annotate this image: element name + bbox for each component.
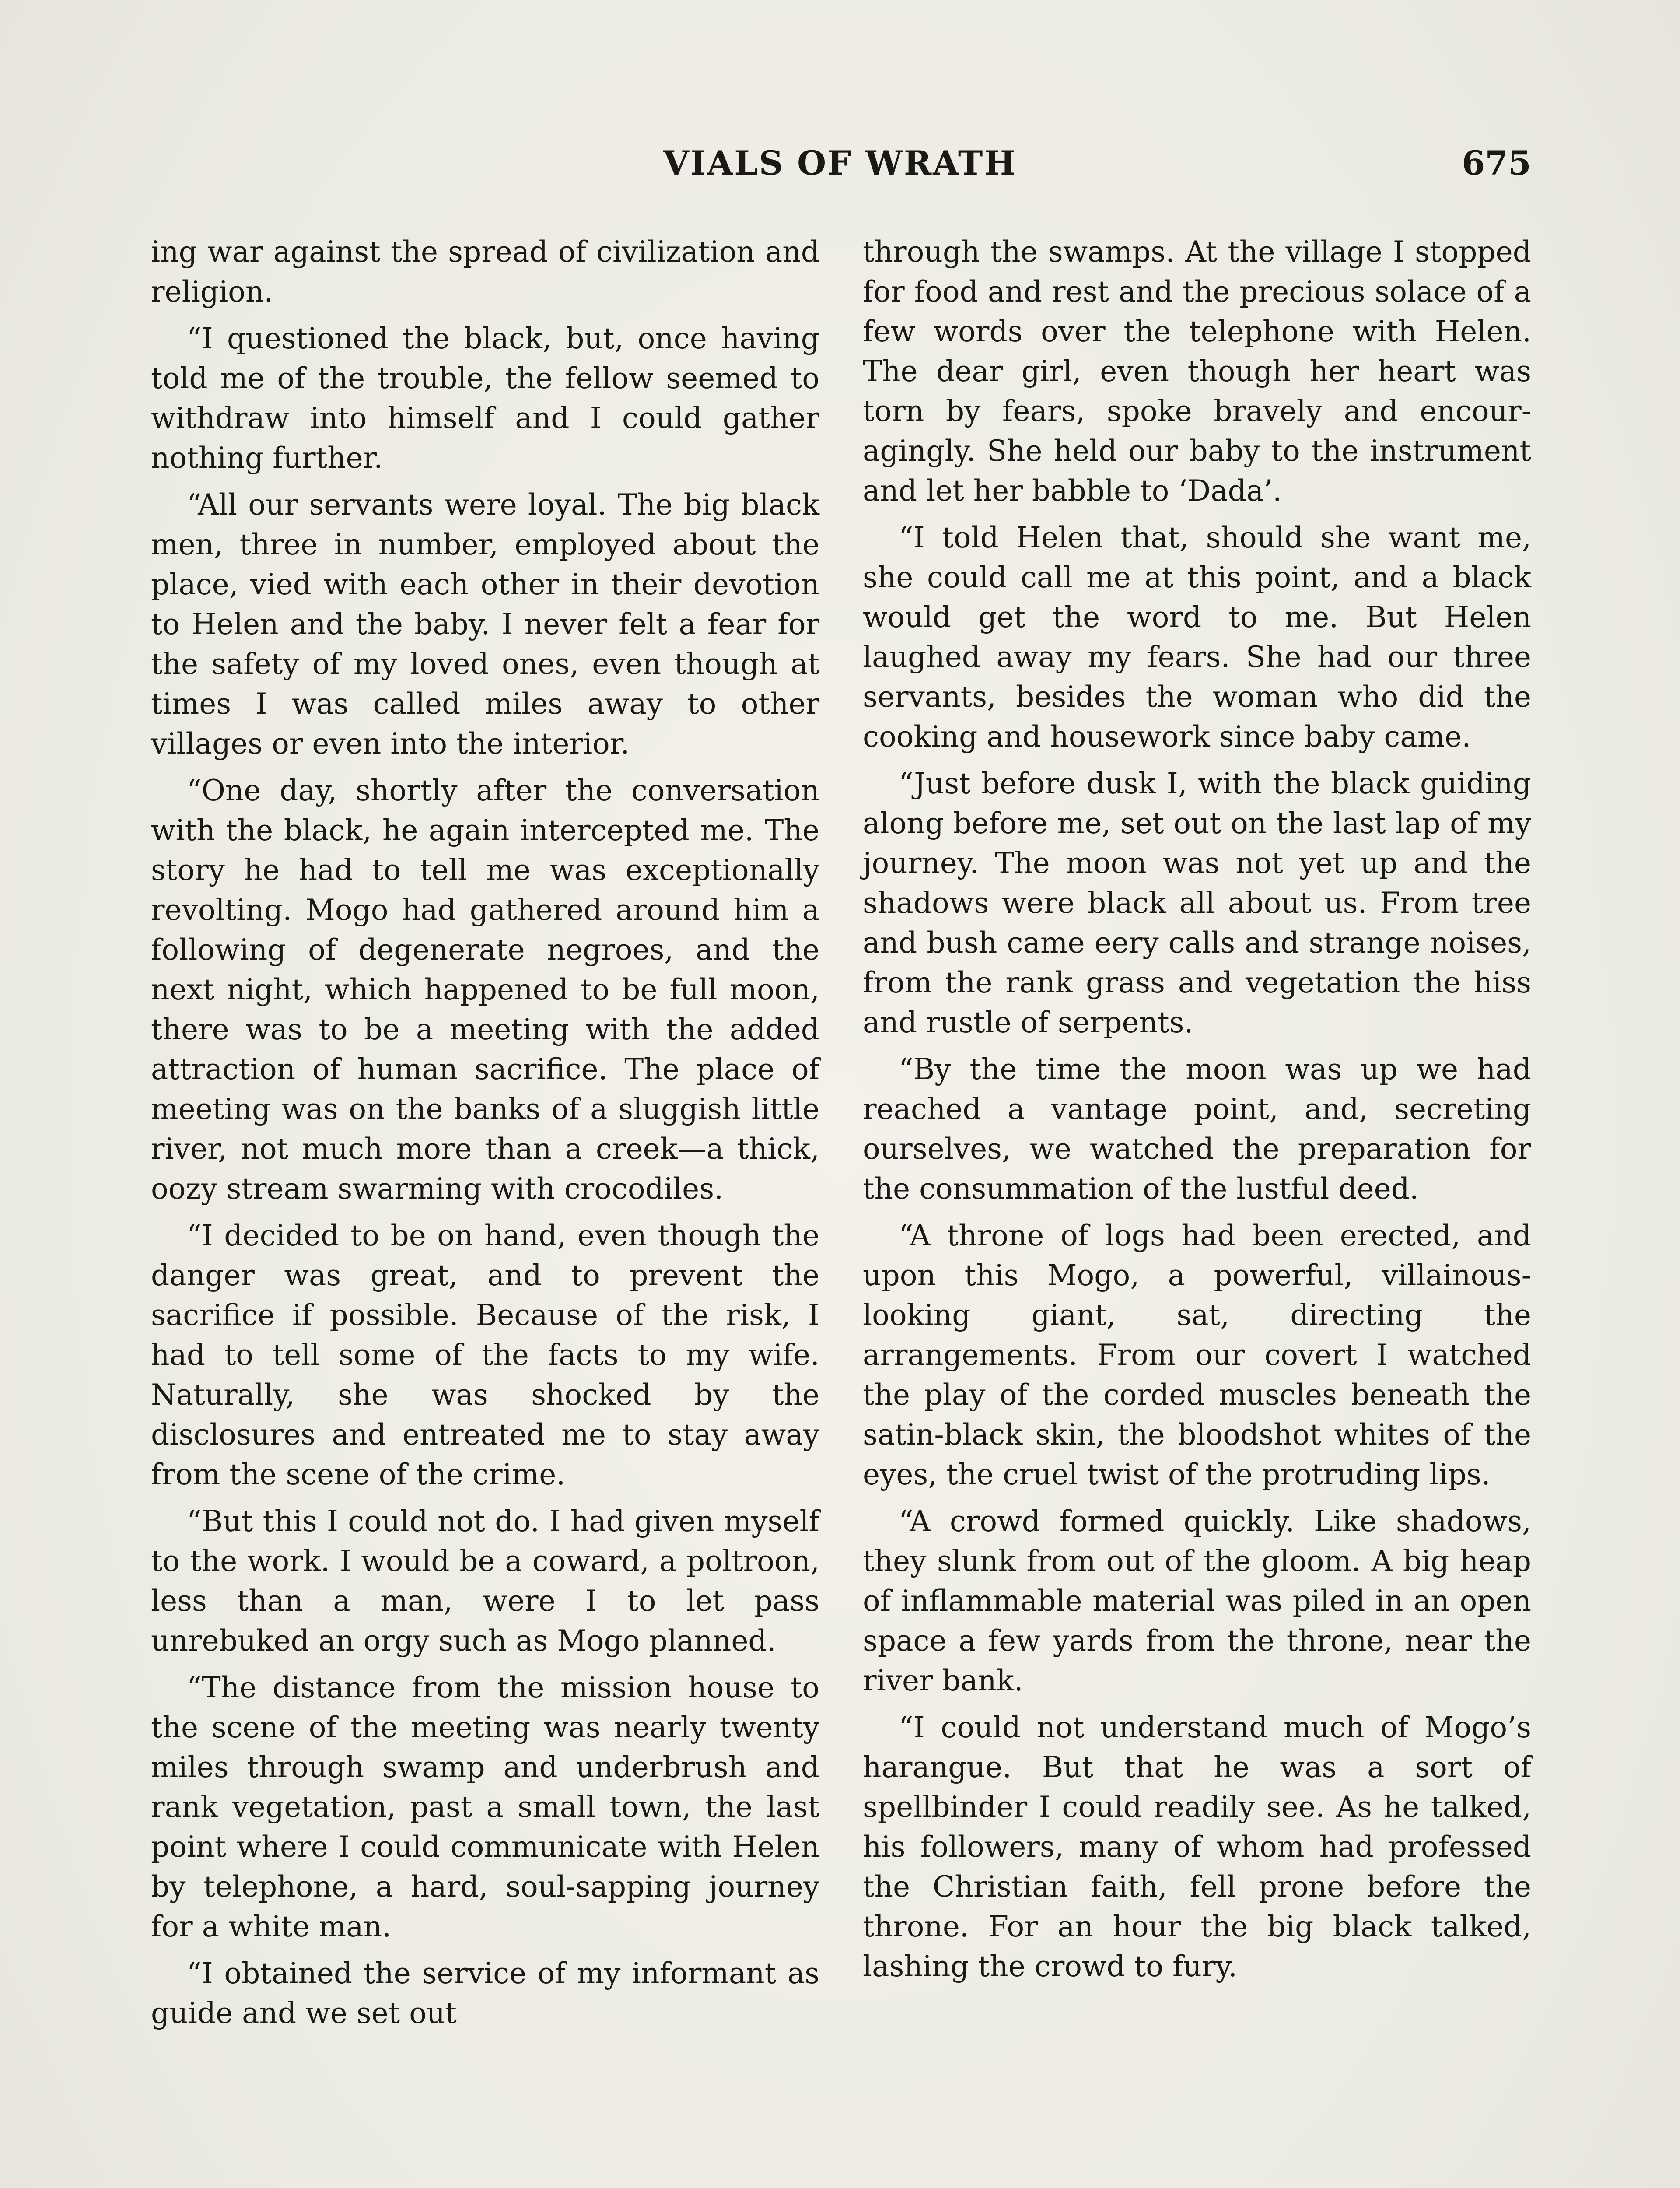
paragraph: “I decided to be on hand, even though the danger was great, and to prevent the sacrifice if possible. Because of the risk, I had to tell some of the facts to my wife. Naturally, she was shocked by the disclosures and entreated me to stay away from the scene of the crime.: [151, 1219, 819, 1491]
page-number: 675: [1462, 144, 1531, 182]
paragraph: “Just before dusk I, with the black guiding along before me, set out on the last lap of my journey. The moon was not yet up and the shadows were black all about us. From tree and bush came eery calls and strange noises, from the rank grass and vegetation the hiss and rustle of serpents.: [863, 767, 1531, 1039]
paragraph: “I could not understand much of Mogo’s harangue. But that he was a sort of spellbinder I could readily see. As he talked, his followers, many of whom had professed the Christian faith, fell prone before the throne. For an hour the big black talked, lashing the crowd to fury.: [863, 1711, 1531, 1983]
paragraph: “But this I could not do. I had given myself to the work. I would be a coward, a poltroon, less than a man, were I to let pass unrebuked an orgy such as Mogo planned.: [151, 1504, 819, 1658]
paragraph: “A throne of logs had been erected, and upon this Mogo, a powerful, villainous-looking giant, sat, directing the arrangements. From our covert I watched the play of the corded muscles beneath the satin-black skin, the bloodshot whites of the eyes, the cruel twist of the protruding lips.: [863, 1219, 1531, 1491]
running-head: [149, 139, 1531, 187]
paragraph: “By the time the moon was up we had reached a vantage point, and, secreting ourselves, we watched the preparation for the consummation of the lustful deed.: [863, 1052, 1531, 1206]
paragraph: “The distance from the mission house to the scene of the meeting was nearly twenty miles through swamp and underbrush and rank vegetation, past a small town, the last point where I could communicate with Helen by telephone, a hard, soul-sapping journey for a white man.: [151, 1671, 819, 1943]
paragraph: “A crowd formed quickly. Like shadows, they slunk from out of the gloom. A big heap of inflammable material was piled in an open space a few yards from the throne, near the river bank.: [863, 1504, 1531, 1697]
paragraph: “I told Helen that, should she want me, she could call me at this point, and a black would get the word to me. But Helen laughed away my fears. She had our three servants, besides the woman who did the cooking and housework since baby came.: [863, 521, 1531, 754]
paragraph: through the swamps. At the village I stopped for food and rest and the precious solace of a few words over the telephone with Helen. The dear girl, even though her heart was torn by fears, spoke bravely and encouragingly. She held our baby to the instrument and let her babble to ‘Dada’.: [863, 235, 1531, 508]
paragraph: ing war against the spread of civilization and religion.: [151, 235, 819, 309]
paragraph: “I questioned the black, but, once having told me of the trouble, the fellow seemed to withdraw into himself and I could gather nothing further.: [151, 322, 819, 475]
right-column: [863, 232, 1531, 1993]
running-title: VIALS OF WRATH: [663, 144, 1017, 182]
paragraph: “One day, shortly after the conversation with the black, he again intercepted me. The story he had to tell me was exceptionally revolting. Mogo had gathered around him a following of degenerate negroes, and the next night, which happened to be full moon, there was to be a meeting with the added attraction of human sacrifice. The place of meeting was on the banks of a sluggish little river, not much more than a creek—a thick, oozy stream swarming with crocodiles.: [151, 774, 819, 1206]
left-column: [151, 232, 819, 2040]
paragraph: “All our servants were loyal. The big black men, three in number, employed about the place, vied with each other in their devotion to Helen and the baby. I never felt a fear for the safety of my loved ones, even though at times I was called miles away to other villages or even into the interior.: [151, 488, 819, 761]
paragraph: “I obtained the service of my informant as guide and we set out: [151, 1957, 819, 2030]
